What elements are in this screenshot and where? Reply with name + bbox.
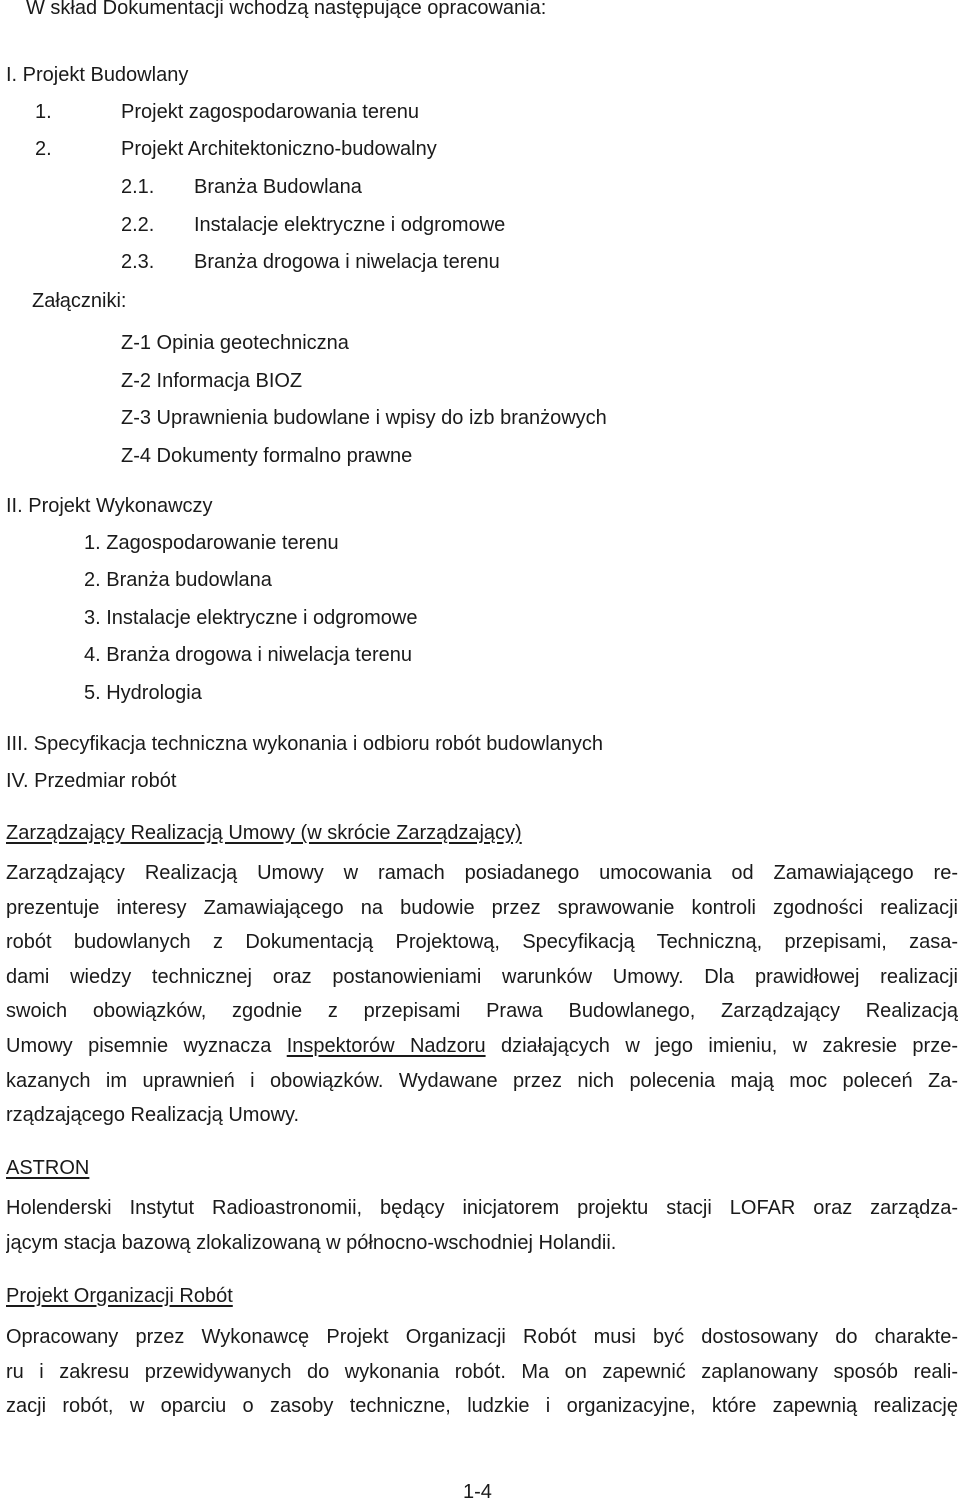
definition-term: ASTRON [6, 1157, 90, 1179]
sub-list-item-number: 2.2. [121, 214, 155, 236]
inspektorow-nadzoru-link: Inspektorów Nadzoru [286, 1034, 486, 1057]
list-item-number: 1. [35, 101, 52, 123]
list-item: 4. Branża drogowa i niwelacja terenu [84, 644, 412, 666]
section-1-title: I. Projekt Budowlany [6, 64, 189, 86]
page-number: 1-4 [463, 1481, 492, 1503]
list-item-text: Projekt Architektoniczno-budowalny [121, 138, 437, 160]
definition-term: Zarządzający Realizacją Umowy (w skrócie Zarządzający) [6, 822, 522, 844]
list-item: 5. Hydrologia [84, 682, 202, 704]
paragraph-line: rządzającego Realizacją Umowy. [6, 1104, 300, 1127]
section-2-title: II. Projekt Wykonawczy [6, 495, 213, 517]
list-item: 1. Zagospodarowanie terenu [84, 532, 339, 554]
section-3-title: III. Specyfikacja techniczna wykonania i odbioru robót budowlanych [6, 733, 604, 755]
paragraph-line: Opracowany przez Wykonawcę Projekt Organizacji Robót musi być dostosowany do charakte- [6, 1326, 958, 1348]
definition-body [6, 1191, 958, 1260]
attachment-item: Z-1 Opinia geotechniczna [121, 332, 349, 354]
sub-list-item-number: 2.1. [121, 176, 155, 198]
paragraph-line: kazanych im uprawnień i obowiązków. Wydawane przez nich polecenia mają moc poleceń Za- [6, 1069, 958, 1092]
attachment-item: Z-2 Informacja BIOZ [121, 370, 303, 392]
definition-body [6, 856, 958, 1133]
sub-list-item-number: 2.3. [121, 251, 155, 273]
definition-term: Projekt Organizacji Robót [6, 1285, 233, 1307]
attachment-item: Z-4 Dokumenty formalno prawne [121, 445, 413, 467]
paragraph-line: ru i zakresu przewidywanych do wykonania robót. Ma on zapewnić zaplanowany sposób reali- [6, 1360, 958, 1383]
list-item-number: 2. [35, 138, 52, 160]
list-item-text: Projekt zagospodarowania terenu [121, 101, 419, 123]
sub-list-item-text: Branża drogowa i niwelacja terenu [194, 251, 500, 273]
paragraph-line: Holenderski Instytut Radioastronomii, będący inicjatorem projektu stacji LOFAR oraz zarządza- [6, 1197, 958, 1219]
paragraph-line: dami wiedzy technicznej oraz postanowieniami warunków Umowy. Dla prawidłowej realizacji [6, 965, 958, 988]
list-item: 3. Instalacje elektryczne i odgromowe [84, 607, 418, 629]
sub-list-item-text: Branża Budowlana [194, 176, 362, 198]
intro-text: W skład Dokumentacji wchodzą następujące opracowania: [26, 0, 547, 19]
paragraph-line: robót budowlanych z Dokumentacją Projektową, Specyfikacją Techniczną, przepisami, zasa- [6, 931, 958, 954]
attachments-label: Załączniki: [32, 290, 127, 312]
paragraph-line: Zarządzający Realizacją Umowy w ramach posiadanego umocowania od Zamawiającego re- [6, 862, 958, 884]
sub-list-item-text: Instalacje elektryczne i odgromowe [194, 214, 506, 236]
list-item: 2. Branża budowlana [84, 569, 272, 591]
paragraph-line: swoich obowiązków, zgodnie z przepisami Prawa Budowlanego, Zarządzający Realizacją [6, 1000, 958, 1023]
paragraph-line: Umowy pisemnie wyznacza Inspektorów Nadzoru działających w jego imieniu, w zakresie prze- [6, 1034, 958, 1057]
section-4-title: IV. Przedmiar robót [6, 770, 177, 792]
definition-body [6, 1320, 958, 1424]
paragraph-line: jącym stacja bazową zlokalizowaną w północno-wschodniej Holandii. [6, 1231, 617, 1254]
attachment-item: Z-3 Uprawnienia budowlane i wpisy do izb branżowych [121, 407, 607, 429]
paragraph-line: prezentuje interesy Zamawiającego na budowie przez sprawowanie kontroli zgodności realizacji [6, 896, 958, 919]
paragraph-line: zacji robót, w oparciu o zasoby techniczne, ludzkie i organizacyjne, które zapewnią realizację [6, 1395, 958, 1418]
